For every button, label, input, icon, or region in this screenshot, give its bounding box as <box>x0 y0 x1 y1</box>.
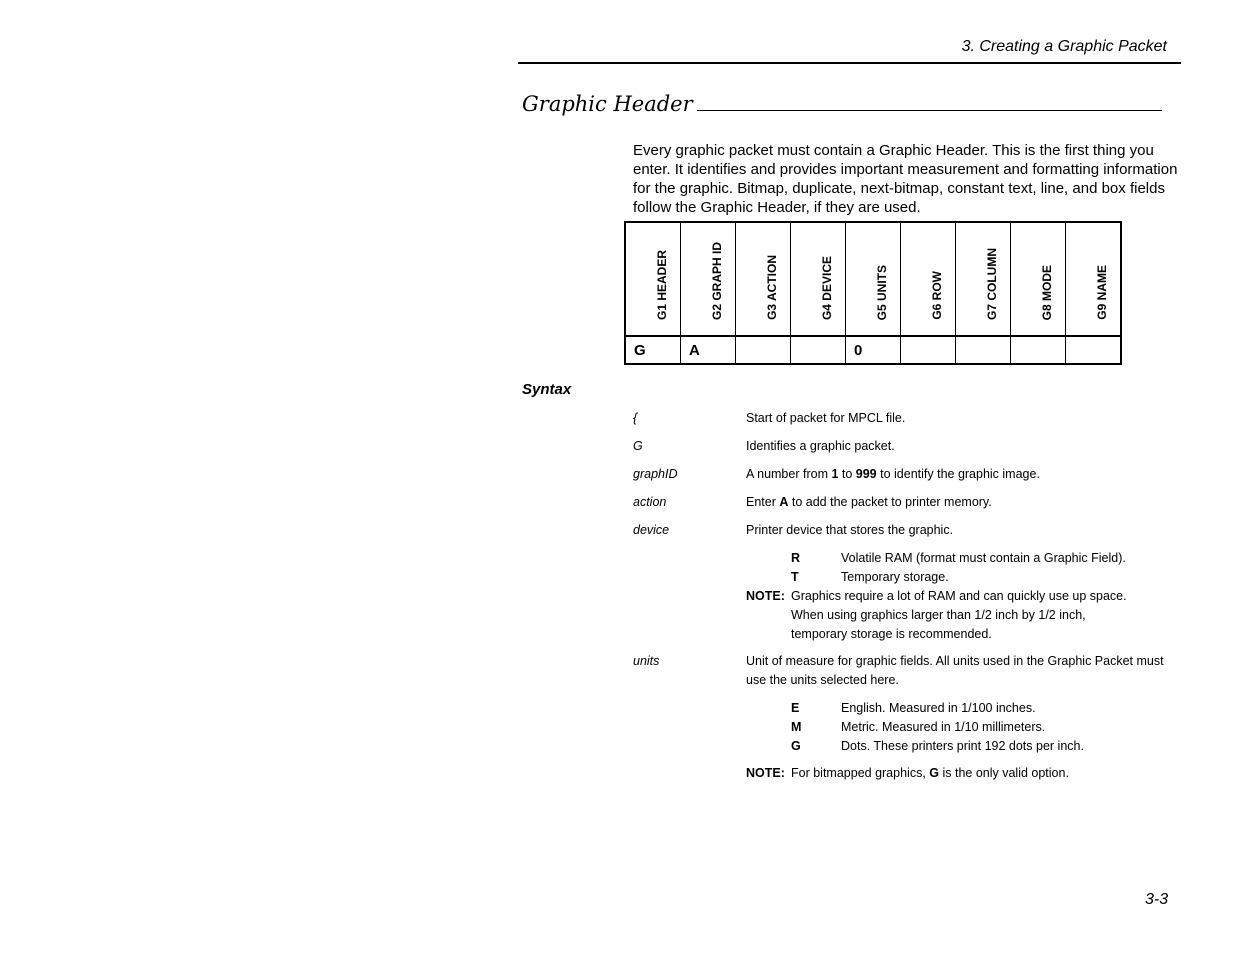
syntax-desc: Printer device that stores the graphic. <box>746 523 954 537</box>
note-text: Graphics require a lot of RAM and can quickly use up space. When using graphics larger than 1/2 inch by 1/2 inch, temporary storage is recommended. <box>791 589 1127 641</box>
syntax-term: device <box>633 523 670 537</box>
note-text-part: is the only valid option. <box>939 766 1069 780</box>
option-code: R <box>791 551 801 565</box>
note-text-part: For bitmapped graphics, <box>791 766 930 780</box>
syntax-desc <box>746 493 1178 512</box>
syntax-desc-text: A number from <box>746 467 832 481</box>
syntax-term: { <box>633 411 638 425</box>
running-head: 3. Creating a Graphic Packet <box>961 38 1167 55</box>
field-header-cell <box>681 222 736 336</box>
field-value-cell: G <box>625 336 681 364</box>
field-value-cell <box>1011 336 1066 364</box>
syntax-desc-text: to identify the graphic image. <box>876 467 1040 481</box>
syntax-term: action <box>633 495 667 509</box>
note-label: NOTE: <box>746 766 785 780</box>
field-header-label: G9 NAME <box>1095 265 1109 320</box>
section-title <box>522 92 1162 116</box>
option-code: M <box>791 720 802 734</box>
field-table <box>624 221 1122 365</box>
syntax-term: graphID <box>633 467 678 481</box>
field-value-cell: A <box>681 336 736 364</box>
field-table-value-row <box>625 336 1121 364</box>
syntax-desc-text: to add the packet to printer memory. <box>788 495 992 509</box>
option-code: E <box>791 701 800 715</box>
field-header-cell <box>791 222 846 336</box>
field-header-cell <box>901 222 956 336</box>
field-value-cell <box>736 336 791 364</box>
option-code: G <box>791 739 801 753</box>
field-value-cell: 0 <box>846 336 901 364</box>
syntax-desc: Identifies a graphic packet. <box>746 439 895 453</box>
syntax-term: units <box>633 654 660 668</box>
intro-paragraph: Every graphic packet must contain a Graphic Header. This is the first thing you enter. It identifies and provides important measurement and formatting information for the graphic. Bitmap, duplicate, next-bitmap, constant text, line, and box fields follow the Graphic Header, if they are used. <box>633 142 1178 216</box>
syntax-desc-bold: A <box>779 495 789 509</box>
field-header-cell <box>956 222 1011 336</box>
option-desc: Volatile RAM (format must contain a Graphic Field). <box>841 551 1126 565</box>
syntax-desc-bold: 1 <box>831 467 839 481</box>
field-header-label: G8 MODE <box>1040 264 1054 320</box>
option-desc: Temporary storage. <box>841 570 949 584</box>
field-header-cell <box>736 222 791 336</box>
field-header-label: G1 HEADER <box>655 249 669 320</box>
field-header-label: G5 UNITS <box>875 264 889 320</box>
field-header-label: G7 COLUMN <box>985 248 999 320</box>
field-header-cell <box>1011 222 1066 336</box>
note-label: NOTE: <box>746 589 785 603</box>
syntax-desc-bold: 999 <box>855 467 877 481</box>
section-title-text: Graphic Header <box>522 92 693 116</box>
field-value-cell <box>791 336 846 364</box>
header-rule <box>518 62 1181 64</box>
field-table-header-row <box>625 222 1121 336</box>
option-code: T <box>791 570 799 584</box>
field-header-cell <box>625 222 681 336</box>
title-rule <box>697 109 1162 111</box>
field-header-label: G6 ROW <box>930 271 944 320</box>
syntax-term: G <box>633 439 643 453</box>
option-desc: English. Measured in 1/100 inches. <box>841 701 1036 715</box>
syntax-desc-text: to <box>838 467 856 481</box>
field-header-label: G4 DEVICE <box>820 255 834 320</box>
syntax-heading: Syntax <box>522 381 572 398</box>
field-value-cell <box>956 336 1011 364</box>
note-text-bold: G <box>929 766 939 780</box>
field-value-cell <box>1066 336 1122 364</box>
page-number: 3-3 <box>1145 891 1169 908</box>
note-text <box>791 764 1191 783</box>
option-desc: Metric. Measured in 1/10 millimeters. <box>841 720 1046 734</box>
syntax-desc <box>746 465 1178 484</box>
field-header-cell <box>846 222 901 336</box>
field-header-label: G2 GRAPH ID <box>710 241 724 320</box>
syntax-desc: Unit of measure for graphic fields. All units used in the Graphic Packet must use the units selected here. <box>746 654 1164 687</box>
syntax-desc-text: Enter <box>746 495 780 509</box>
field-value-cell <box>901 336 956 364</box>
syntax-desc: Start of packet for MPCL file. <box>746 411 906 425</box>
field-header-cell <box>1066 222 1122 336</box>
field-header-label: G3 ACTION <box>765 255 779 320</box>
option-desc: Dots. These printers print 192 dots per inch. <box>841 739 1084 753</box>
